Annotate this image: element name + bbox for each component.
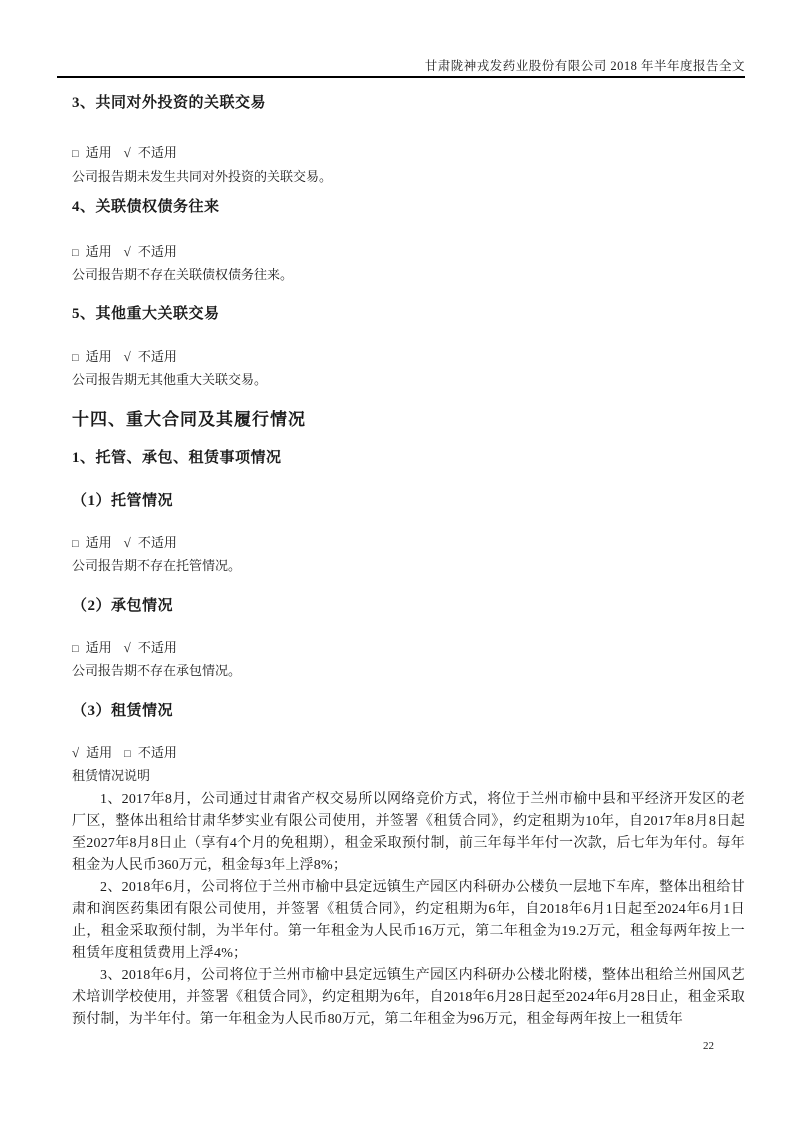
applicable-label: 适用 <box>85 145 112 160</box>
checkbox-unchecked-icon: □ <box>72 247 79 259</box>
chapter-14-title: 十四、重大合同及其履行情况 <box>72 410 306 429</box>
checkbox-unchecked-icon: □ <box>124 748 131 760</box>
not-applicable-label: 不适用 <box>137 745 177 760</box>
checkmark-icon: √ <box>123 145 131 160</box>
lease-paragraphs <box>72 789 745 1031</box>
not-applicable-label: 不适用 <box>137 535 177 550</box>
lease-paragraph-2: 2、2018年6月，公司将位于兰州市榆中县定远镇生产园区内科研办公楼负一层地下车库，整体出租给甘肃和润医药集团有限公司使用，并签署《租赁合同》，约定租期为6年，自2018年6月1日起至2024年6月1日止，租金采取预付制，为半年付。第一年租金为人民币16万元，第二年租金为19.2万元，租金每两年按上一租赁年度租赁费用上浮4%； <box>72 880 745 961</box>
custody-note: 公司报告期不存在托管情况。 <box>72 558 242 573</box>
applicable-label: 适用 <box>85 535 112 550</box>
checkmark-icon: √ <box>123 349 131 364</box>
applicable-label: 适用 <box>85 640 112 655</box>
report-header-title: 甘肃陇神戎发药业股份有限公司 2018 年半年度报告全文 <box>424 59 745 73</box>
page-number: 22 <box>703 1040 714 1052</box>
section-5-note: 公司报告期无其他重大关联交易。 <box>72 372 268 387</box>
contracting-note: 公司报告期不存在承包情况。 <box>72 663 242 678</box>
checkmark-icon: √ <box>123 535 131 550</box>
applicable-label: 适用 <box>85 244 112 259</box>
section-3-note: 公司报告期未发生共同对外投资的关联交易。 <box>72 169 333 184</box>
section-5-applicability-line <box>72 347 745 368</box>
subsection-1-title: 1、托管、承包、租赁事项情况 <box>72 450 282 466</box>
checkbox-unchecked-icon: □ <box>72 538 79 550</box>
not-applicable-label: 不适用 <box>137 349 177 364</box>
applicable-label: 适用 <box>86 745 113 760</box>
lease-paragraph-1: 1、2017年8月，公司通过甘肃省产权交易所以网络竞价方式，将位于兰州市榆中县和平经济开发区的老厂区，整体出租给甘肃华梦实业有限公司使用，并签署《租赁合同》，约定租期为10年，自2017年8月8日起至2027年8月8日止（享有4个月的免租期），租金采取预付制，前三年每半年付一次款，后七年为年付。每年租金为人民币360万元，租金每3年上浮8%； <box>72 792 745 873</box>
leasing-title: （3）租赁情况 <box>72 703 174 719</box>
contracting-title: （2）承包情况 <box>72 598 174 614</box>
checkmark-icon: √ <box>123 640 131 655</box>
section-3-title: 3、共同对外投资的关联交易 <box>72 95 267 111</box>
leasing-note-label: 租赁情况说明 <box>72 768 151 783</box>
checkbox-unchecked-icon: □ <box>72 352 79 364</box>
custody-title: （1）托管情况 <box>72 493 174 509</box>
header-rule <box>57 76 745 78</box>
section-4-note: 公司报告期不存在关联债权债务往来。 <box>72 267 294 282</box>
leasing-applicability-line <box>72 743 745 764</box>
section-4-title: 4、关联债权债务往来 <box>72 199 220 215</box>
not-applicable-label: 不适用 <box>137 244 177 259</box>
contracting-applicability-line <box>72 638 745 659</box>
section-3-applicability-line <box>72 143 745 164</box>
not-applicable-label: 不适用 <box>137 640 177 655</box>
checkmark-icon: √ <box>123 244 131 259</box>
applicable-label: 适用 <box>85 349 112 364</box>
section-4-applicability-line <box>72 242 745 263</box>
checkbox-unchecked-icon: □ <box>72 148 79 160</box>
checkbox-unchecked-icon: □ <box>72 643 79 655</box>
not-applicable-label: 不适用 <box>137 145 177 160</box>
section-5-title: 5、其他重大关联交易 <box>72 306 220 322</box>
custody-applicability-line <box>72 533 745 554</box>
lease-paragraph-3: 3、2018年6月，公司将位于兰州市榆中县定远镇生产园区内科研办公楼北附楼，整体出租给兰州国风艺术培训学校使用，并签署《租赁合同》，约定租期为6年，自2018年6月28日起至2024年6月28日止，租金采取预付制，为半年付。第一年租金为人民币80万元，第二年租金为96万元，租金每两年按上一租赁年 <box>72 968 745 1027</box>
checkmark-icon: √ <box>72 745 80 760</box>
